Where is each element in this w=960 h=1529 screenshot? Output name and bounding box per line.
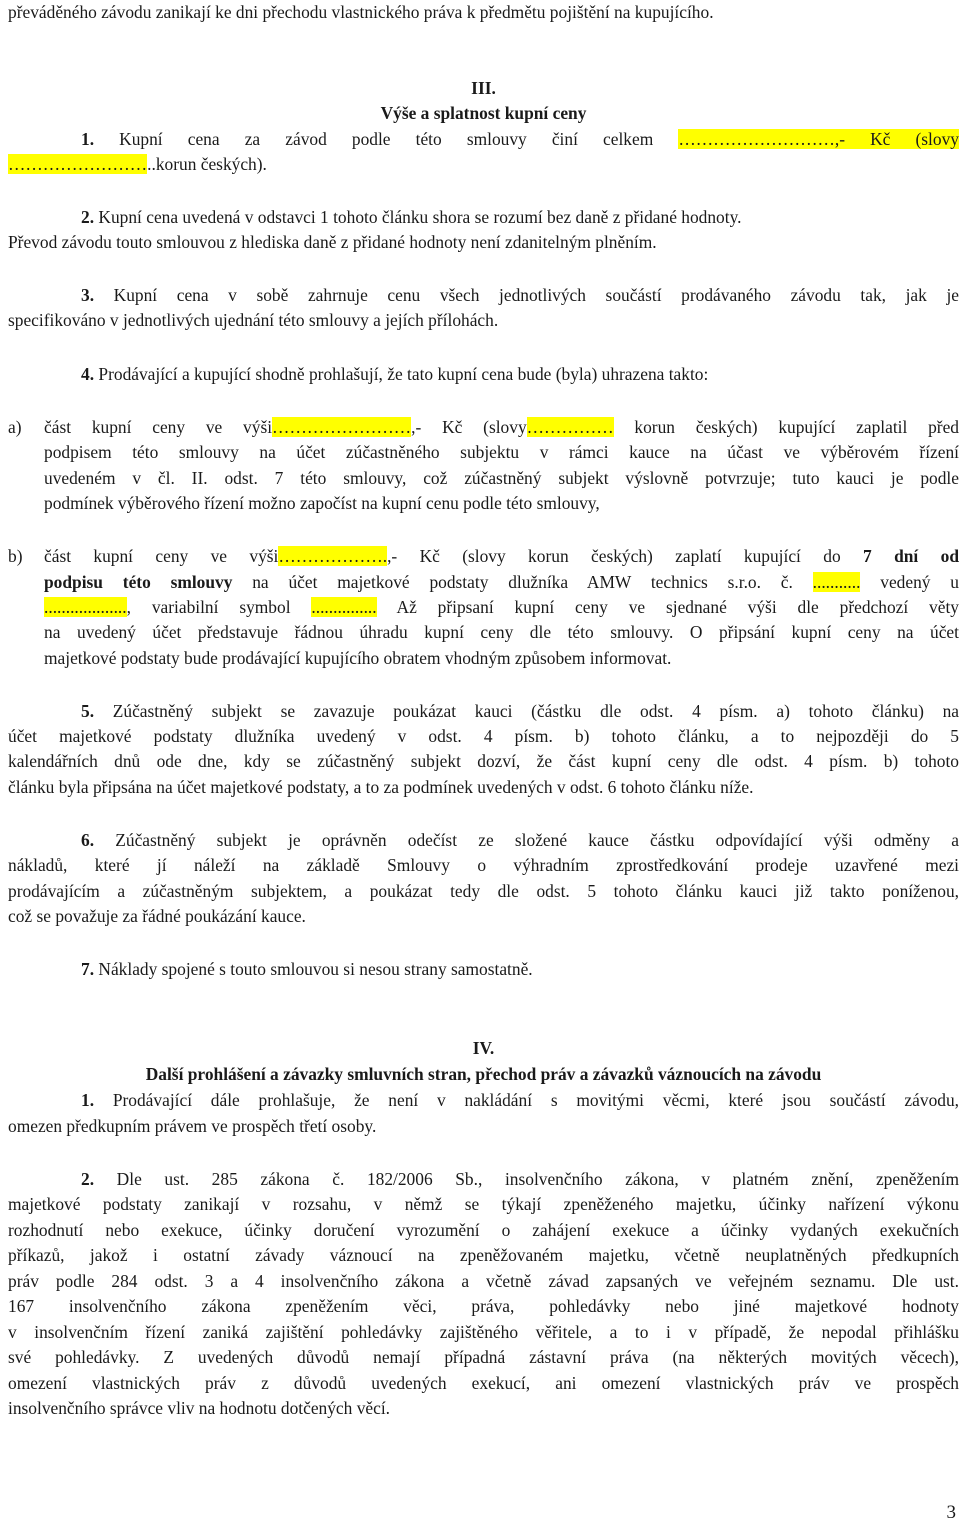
paragraph-number: 2. <box>81 207 95 227</box>
paragraph-3-6-line-4: což se považuje za řádné poukázání kauce. <box>8 906 306 926</box>
paragraph-number: 1. <box>81 1090 95 1110</box>
paragraph-3-6-line-2: nákladů, které jí náleží na základě Smlouvy o výhradním zprostředkování prodeje uzavřené mezi <box>8 855 959 875</box>
paragraph-4-1-line-1: 1. Prodávající dále prohlašuje, že není v nakládání s movitými věcmi, které jsou součástí závodu, <box>81 1090 959 1110</box>
paragraph-3-6-line-1: 6. Zúčastněný subjekt je oprávněn odečíst ze složené kauce částku odpovídající výši odměny a <box>81 830 959 850</box>
paragraph-3-4-line-1: 4. Prodávající a kupující shodně prohlašují, že tato kupní cena bude (byla) uhrazena takto: <box>81 364 709 384</box>
paragraph-number: 7. <box>81 959 95 979</box>
paragraph-4-2-line-2: majetkové podstaty zanikají v rozsahu, v němž se týkají zpeněženého majetku, účinky nařízení výkonu <box>8 1194 959 1214</box>
section-3-number: III. <box>471 78 496 98</box>
paragraph-number: 3. <box>81 285 95 305</box>
item-b-line-5: majetkové podstaty bude prodávající kupujícího obratem vhodným způsobem informovat. <box>44 648 672 668</box>
paragraph-3-5-line-3: kalendářních dnů ode dne, kdy se zúčastněný subjekt dozví, že část kupní ceny dle odst. 4 písm. b) tohoto <box>8 751 959 771</box>
paragraph-4-2-line-6: 167 insolvenčního zákona zpeněžením věci, práva, pohledávky nebo jiné majetkové hodnoty <box>8 1296 959 1316</box>
page-number: 3 <box>946 1502 956 1523</box>
item-a-line-2: podpisem této smlouvy na účet zúčastněného subjektu v rámci kauce na účast ve výběrovém řízení <box>44 442 959 462</box>
paragraph-3-5-line-2: účet majetkové podstaty dlužníka uvedený v odst. 4 písm. b) tohoto článku, a to nejpozději do 5 <box>8 726 959 746</box>
item-b-line-1: část kupní ceny ve výši……………….,- Kč (slovy korun českých) zaplatí kupující do 7 dní od <box>44 546 959 566</box>
item-b-line-3: ..................., variabilní symbol ............... Až připsaní kupní ceny ve sjednané výši dle předchozí věty <box>44 597 959 617</box>
blank-field: ............... <box>311 597 377 617</box>
intro-line: převáděného závodu zanikají ke dni přechodu vlastnického práva k předmětu pojištění na kupujícího. <box>8 2 714 22</box>
section-4-number: IV. <box>472 1038 495 1058</box>
section-4-title: Další prohlášení a závazky smluvních stran, přechod práv a závazků váznoucích na závodu <box>145 1064 822 1084</box>
paragraph-number: 4. <box>81 364 95 384</box>
paragraph-number: 6. <box>81 830 95 850</box>
item-b-label: b) <box>8 546 23 566</box>
item-a-line-3: uvedeném v čl. II. odst. 7 této smlouvy, což zúčastněný subjekt výslovně potvrzuje; tuto kauci je podle <box>44 468 959 488</box>
paragraph-3-6-line-3: prodávajícím a zúčastněným subjektem, a poukázat tedy dle odst. 5 tohoto článku kauci již takto poníženou, <box>8 881 959 901</box>
blank-field: …………… <box>526 417 614 437</box>
paragraph-3-3-line-2: specifikováno v jednotlivých ujednání této smlouvy a jejích přílohách. <box>8 310 499 330</box>
paragraph-3-1-line-2: ……………………..korun českých). <box>8 154 267 174</box>
item-b-line-4: na uvedený účet představuje řádnou úhradu kupní ceny dle této smlouvy. O připsání kupní ceny na účet <box>44 622 959 642</box>
paragraph-4-1-line-2: omezen předkupním právem ve prospěch třetí osoby. <box>8 1116 377 1136</box>
paragraph-3-5-line-1: 5. Zúčastněný subjekt se zavazuje poukázat kauci (částku dle odst. 4 písm. a) tohoto článku) na <box>81 701 959 721</box>
blank-field: ………………. <box>278 546 388 566</box>
item-a-line-1: část kupní ceny ve výši……………………,- Kč (slovy…………… korun českých) kupující zaplatil před <box>44 417 960 437</box>
paragraph-number: 1. <box>81 129 95 149</box>
paragraph-4-2-line-8: své pohledávky. Z uvedených důvodů nemají případná zástavní práva (na některých movitých věcech), <box>8 1347 959 1367</box>
paragraph-3-5-line-4: článku byla připsána na účet majetkové podstaty, a to za podmínek uvedených v odst. 6 tohoto článku níže. <box>8 777 754 797</box>
blank-field: …………………… <box>8 154 148 174</box>
section-3-title: Výše a splatnost kupní ceny <box>380 103 587 123</box>
paragraph-4-2-line-1: 2. Dle ust. 285 zákona č. 182/2006 Sb., insolvenčního zákona, v platném znění, zpeněžením <box>81 1169 959 1189</box>
paragraph-4-2-line-4: příkazů, jakož i ostatní závady váznoucí na zpeněžovaném majetku, včetně neuplatněných předkupních <box>8 1245 959 1265</box>
blank-field: …………………… <box>272 417 412 437</box>
paragraph-number: 5. <box>81 701 95 721</box>
paragraph-4-2-line-5: práv podle 284 odst. 3 a 4 insolvenčního zákona a včetně závad zapsaných ve veřejném seznamu. Dle ust. <box>8 1271 959 1291</box>
paragraph-4-2-line-10: insolvenčního správce vliv na hodnotu dotčených věcí. <box>8 1398 391 1418</box>
blank-field: ................... <box>44 597 127 617</box>
paragraph-3-2-line-2: Převod závodu touto smlouvou z hlediska daně z přidané hodnoty není zdanitelným plněním. <box>8 232 657 252</box>
blank-field: ……………………… <box>678 129 835 149</box>
paragraph-4-2-line-7: v insolvenčním řízení zaniká zajištění pohledávky zajištěného věřitele, a to i v případě, že nepodal přihlášku <box>8 1322 959 1342</box>
item-b-line-2: podpisu této smlouvy na účet majetkové podstaty dlužníka AMW technics s.r.o. č. ........... vedený u <box>44 572 959 592</box>
paragraph-3-3-line-1: 3. Kupní cena v sobě zahrnuje cenu všech jednotlivých součástí prodávaného závodu tak, jak je <box>81 285 959 305</box>
paragraph-3-2-line-1: 2. Kupní cena uvedená v odstavci 1 tohoto článku shora se rozumí bez daně z přidané hodnoty. <box>81 207 742 227</box>
paragraph-4-2-line-3: rozhodnutí nebo exekuce, účinky doručení vyrozumění o zahájení exekuce a účinky vydaných exekučních <box>8 1220 959 1240</box>
paragraph-3-1-line-1: 1. Kupní cena za závod podle této smlouvy činí celkem ………………………,- Kč (slovy <box>81 129 959 149</box>
blank-field: ........... <box>812 572 861 592</box>
item-a-label: a) <box>8 417 22 437</box>
paragraph-number: 2. <box>81 1169 95 1189</box>
item-a-line-4: podmínek výběrového řízení možno započíst na kupní cenu podle této smlouvy, <box>44 493 600 513</box>
paragraph-4-2-line-9: omezení vlastnických práv z důvodů uvedených exekucí, ani omezení vlastnických práv ve prospěch <box>8 1373 959 1393</box>
paragraph-3-7-line-1: 7. Náklady spojené s touto smlouvou si nesou strany samostatně. <box>81 959 533 979</box>
